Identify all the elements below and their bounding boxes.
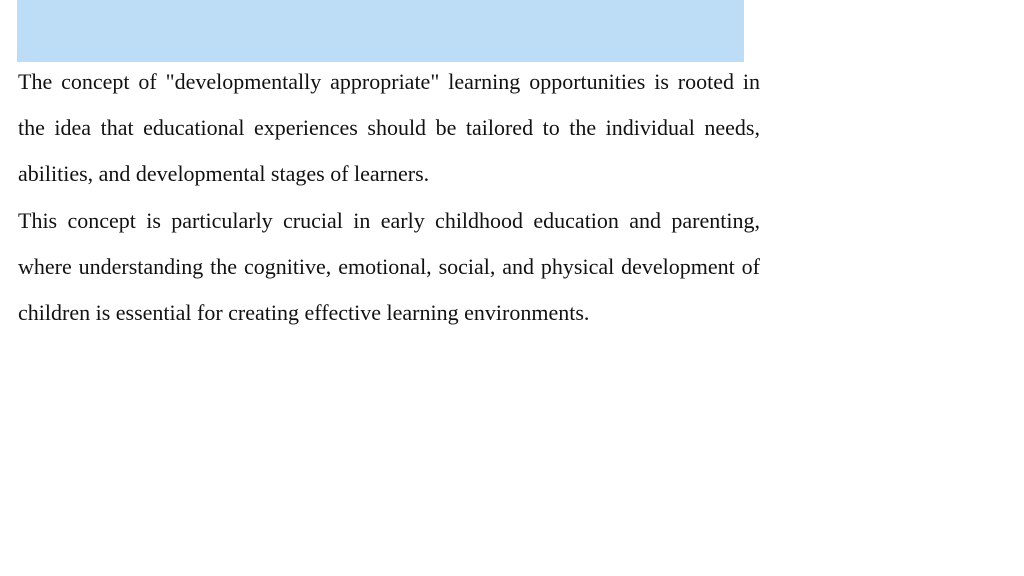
body-text [18, 59, 760, 336]
paragraph-2: This concept is particularly crucial in early childhood education and parenting, where understanding the cognitive, emotional, social, and physical development of children is essential for creating effective learning environments. [18, 207, 760, 326]
paragraph-1: The concept of "developmentally appropriate" learning opportunities is rooted in the idea that educational experiences should be tailored to the individual needs, abilities, and developmental stages of learners. [18, 69, 760, 187]
title-bar [17, 0, 744, 62]
